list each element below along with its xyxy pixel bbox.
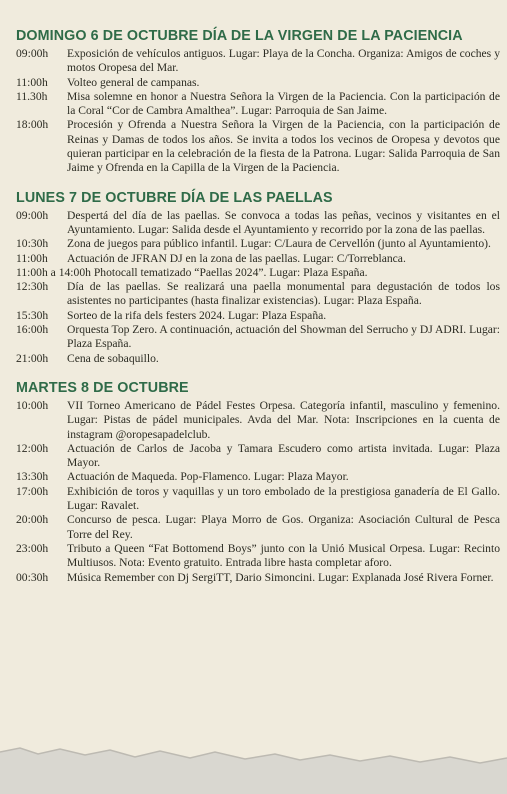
- entry-description: Actuación de Carlos de Jacoba y Tamara Escudero como artista invitada. Lugar: Plaza Mayor.: [67, 441, 500, 470]
- schedule-entry: [16, 118, 500, 175]
- entry-time: 11:00h a 14:00h: [16, 265, 91, 279]
- day-section: [16, 28, 500, 176]
- day-heading: DOMINGO 6 DE OCTUBRE DÍA DE LA VIRGEN DE LA PACIENCIA: [16, 28, 463, 44]
- entry-time: 18:00h: [16, 118, 49, 132]
- schedule-entry: [16, 280, 500, 309]
- schedule-entry: [16, 252, 500, 266]
- entry-description: Misa solemne en honor a Nuestra Señora la Virgen de la Paciencia. Con la participación de la Coral “Cor de Cambra Amalthea”. Lugar: Parroquia de San Jaime.: [67, 89, 500, 118]
- entry-time: 20:00h: [16, 513, 49, 527]
- schedule-entry: [16, 237, 500, 251]
- entry-time: 09:00h: [16, 208, 49, 222]
- entry-time: 17:00h: [16, 484, 49, 498]
- day-section: [16, 190, 500, 366]
- entry-description: Actuación de JFRAN DJ en la zona de las paellas. Lugar: C/Torreblanca.: [67, 251, 406, 265]
- entry-description: Orquesta Top Zero. A continuación, actuación del Showman del Serrucho y DJ ADRI. Lugar: Plaza España.: [67, 323, 500, 351]
- entry-description: Actuación de Maqueda. Pop-Flamenco. Lugar: Plaza Mayor.: [67, 470, 349, 484]
- entry-description: Sorteo de la rifa dels festers 2024. Lugar: Plaza España.: [67, 308, 327, 322]
- entry-description: Concurso de pesca. Lugar: Playa Morro de Gos. Organiza: Asociación Cultural de Pesca Torre del Rey.: [67, 513, 500, 541]
- schedule-entry: [16, 571, 500, 585]
- entry-description: Zona de juegos para público infantil. Lugar: C/Laura de Cervellón (junto al Ayuntamiento).: [67, 237, 491, 251]
- entry-description: Música Remember con Dj SergiTT, Dario Simoncini. Lugar: Explanada José Rivera Forner.: [67, 570, 494, 584]
- entry-time: 13:30h: [16, 470, 49, 484]
- entry-description: Volteo general de campanas.: [67, 75, 200, 89]
- schedule-entry: [16, 485, 500, 514]
- entry-description: Día de las paellas. Se realizará una paella monumental para degustación de todos los asistentes no participantes (hasta finalizar existencias). Lugar: Plaza España.: [67, 280, 500, 308]
- entry-description: Procesión y Ofrenda a Nuestra Señora la Virgen de la Paciencia, con la participación de Reinas y Damas de todos los años. Se invita a todos los vecinos de Oropesa y devotos que quieran participar en la celebración de la fiesta de la Patrona. Lugar: Salida Parroquia de San Jaime y Ofrenda en la Capilla de la Virgen de la Paciencia.: [67, 118, 500, 175]
- entry-time: 16:00h: [16, 323, 49, 337]
- entry-time: 15:30h: [16, 308, 49, 322]
- schedule-entry: [16, 266, 500, 280]
- entry-description: Photocall tematizado “Paellas 2024”. Lugar: Plaza España.: [93, 265, 368, 279]
- day-heading: LUNES 7 DE OCTUBRE DÍA DE LAS PAELLAS: [16, 189, 333, 206]
- schedule-entry: [16, 442, 500, 471]
- schedule-entry: [16, 309, 500, 323]
- schedule-entry: [16, 470, 500, 484]
- entry-time: 12:30h: [16, 280, 49, 294]
- entry-time: 11:00h: [16, 251, 48, 265]
- schedule-entry: [16, 90, 500, 119]
- day-section: [16, 380, 500, 585]
- entry-time: 11:00h: [16, 75, 48, 89]
- entry-time: 23:00h: [16, 541, 49, 555]
- entry-time: 11.30h: [16, 89, 48, 103]
- entry-description: Cena de sobaquillo.: [67, 351, 159, 365]
- schedule-entry: [16, 209, 500, 238]
- schedule-entry: [16, 399, 500, 442]
- schedule-entry: [16, 323, 500, 352]
- entry-time: 09:00h: [16, 47, 49, 60]
- entry-time: 10:00h: [16, 398, 49, 412]
- torn-paper-edge: [0, 724, 507, 794]
- schedule-entry: [16, 542, 500, 571]
- entry-description: Tributo a Queen “Fat Bottomend Boys” junto con la Unió Musical Orpesa. Lugar: Recinto Multiusos. Nota: Evento gratuito. Entrada libre hasta completar aforo.: [67, 541, 500, 570]
- entry-description: Despertá del día de las paellas. Se convoca a todas las peñas, vecinos y visitantes en el Ayuntamiento. Lugar: Salida desde el Ayuntamiento y recorrido por la zona de las paellas.: [67, 208, 500, 236]
- entry-description: Exposición de vehículos antiguos. Lugar: Playa de la Concha. Organiza: Amigos de coches y motos Oropesa del Mar.: [67, 47, 500, 75]
- entry-time: 12:00h: [16, 441, 49, 455]
- entry-time: 10:30h: [16, 237, 49, 251]
- entry-time: 00:30h: [16, 570, 49, 584]
- schedule-entry: [16, 76, 500, 90]
- schedule-entry: [16, 513, 500, 542]
- schedule-content: [16, 28, 500, 599]
- entry-time: 21:00h: [16, 351, 49, 365]
- day-heading: MARTES 8 DE OCTUBRE: [16, 379, 189, 396]
- entry-description: Exhibición de toros y vaquillas y un toro embolado de la prestigiosa ganadería de El Gallo. Lugar: Ravalet.: [67, 484, 500, 513]
- entry-description: VII Torneo Americano de Pádel Festes Orpesa. Categoría infantil, masculino y femenino. Lugar: Pistas de pádel municipales. Avda del Mar. Nota: Inscripciones en la cuenta de instagram @oropesapadelclub.: [67, 398, 500, 441]
- schedule-entry: [16, 352, 500, 366]
- schedule-entry: [16, 47, 500, 76]
